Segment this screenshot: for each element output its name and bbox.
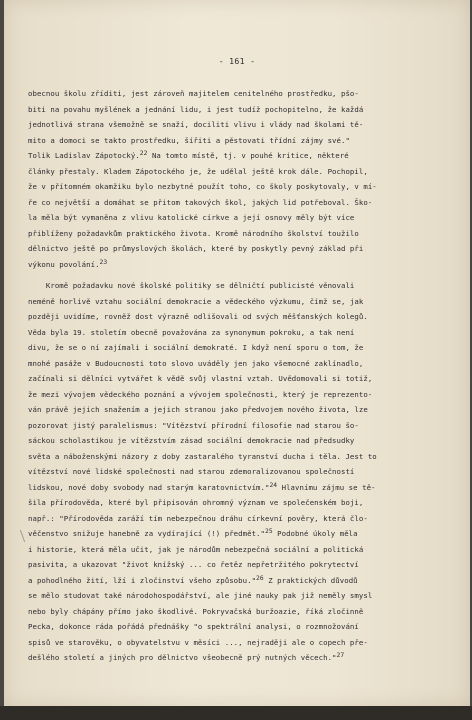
scan-bottom-edge [0, 706, 472, 720]
line-text: sáckou scholastikou je vítězstvím zásad sociální demokracie nad předsudky [28, 436, 355, 445]
text-line [28, 226, 408, 242]
text-line [28, 340, 408, 356]
text-line [28, 86, 408, 102]
text-line [28, 526, 408, 542]
line-text: pozorovat jistý paralelismus: "Vítězství přírodní filosofie nad starou šo- [28, 420, 359, 430]
line-text: že mezi vývojem vědeckého poznání a vývojem společnosti, který je reprezento- [28, 389, 373, 399]
paragraph [28, 86, 408, 272]
line-text: se mělo studovat také národohospodářství, ale jiné nauky pak již neměly smysl [28, 591, 373, 600]
text-line [28, 449, 408, 465]
line-text: mnohé pasáže v Budoucnosti toto slovo uváděly jen jako všemocné zaklínadlo, [28, 358, 364, 368]
text-line [28, 179, 408, 195]
line-text: začínali si dělníci vytvářet k vědě svůj vlastní vztah. Uvědomovali si totiž, [28, 374, 373, 383]
line-text: přiblíženy požadavkům praktického života. Kromě národního školství toužilo [28, 228, 359, 238]
line-text: ře co největší a domáhat se přitom takových škol, jakých lid potřeboval. Ško- [28, 197, 373, 207]
text-line [28, 573, 408, 589]
text-line [28, 148, 408, 164]
line-text: výkonu povolání. [28, 259, 100, 269]
line-text: ván právě jejich snažením a jejich stranou jako předvojem nového života, lze [28, 405, 368, 414]
line-text: la měla být vymaněna z vlivu katolické církve a její osnovy měly být více [28, 213, 355, 222]
line-text: biti na povahu myšlének a jednání lidu, i jest tudíž pochopitelno, že každá [28, 104, 364, 114]
text-line [28, 619, 408, 635]
line-text: divu, že se o ní zajímali i sociální demokraté. I když není sporu o tom, že [28, 343, 364, 352]
line-text: i historie, která měla učit, jak je národům nebezpečná sociální a politická [28, 544, 364, 554]
line-text: šila přírodověda, které byl připisován ohromný význam ve společenském boji, [28, 498, 364, 507]
text-line [28, 195, 408, 211]
line-text: věčenstvo snižuje hanebně za vydírající (!) předmět." [28, 529, 265, 538]
line-text: články přestaly. Kladem Zápotockého je, že udělal ještě krok dále. Pochopil, [28, 166, 368, 176]
text-line [28, 294, 408, 310]
line-text: lidskou, nové doby svobody nad starým karatovnictvím." [28, 482, 270, 492]
paragraph [28, 278, 408, 666]
text-line [28, 278, 408, 294]
line-text: že v přítomném okamžiku bylo nezbytné použít toho, co školy poskytovaly, v mí- [28, 182, 377, 191]
footnote-reference: 26 [256, 574, 264, 582]
text-line [28, 309, 408, 325]
line-text: vítězství nové lidské společnosti nad starou zdemoralizovanou společností [28, 467, 355, 476]
text-line [28, 387, 408, 403]
text-line [28, 371, 408, 387]
text-line [28, 557, 408, 573]
line-text: spisů ve starověku, o obyvatelstvu v měsíci ..., nejraději ale o copech pře- [28, 637, 368, 647]
document-body [28, 86, 408, 666]
text-line [28, 480, 408, 496]
line-text: dělnictvo ještě po průmyslových školách, které by poskytly pevný základ při [28, 244, 364, 253]
line-text: neméně horlivě vztahu sociální demokracie a vědeckého výzkumu, čímž se, jak [28, 296, 364, 306]
text-line [28, 241, 408, 257]
text-line [28, 117, 408, 133]
text-line [28, 604, 408, 620]
line-text: Tolik Ladislav Zápotocký. [28, 151, 140, 160]
text-line [28, 325, 408, 341]
text-line [28, 418, 408, 434]
text-line [28, 356, 408, 372]
page-number: - 161 - [218, 56, 256, 66]
line-text: pasivita, a ukazovat "život knížský ... co řetěz nepřetržitého pokrytectví [28, 560, 359, 569]
line-text: jednotlivá strana všemožně se snaží, dociliti vlivu i vlády nad školami tě- [28, 120, 364, 129]
text-line [28, 402, 408, 418]
line-text: Věda byla 19. stoletím obecně považována za synonymum pokroku, a tak není [28, 327, 355, 337]
text-line [28, 257, 408, 273]
line-text: Pecka, dokonce ráda pořádá přednášky "o spektrální analysi, o rozmnožování [28, 622, 359, 631]
text-line [28, 433, 408, 449]
line-text: světa a náboženskými názory z doby zastaralého tyranství ducha i těla. Jest to [28, 451, 377, 461]
line-text-continued: Podobné úkoly měla [272, 529, 358, 538]
footnote-reference: 25 [264, 528, 273, 535]
text-line [28, 210, 408, 226]
line-text-continued: Hlavnímu zájmu se tě- [277, 482, 376, 492]
line-text: mito a domoci se takto prostředku, šířiti a pěstovati třídní zájmy své." [28, 135, 350, 145]
text-line [28, 511, 408, 527]
footnote-reference: 27 [336, 652, 345, 659]
footnote-reference: 23 [99, 258, 108, 266]
text-line [28, 542, 408, 558]
line-text-continued: Na tomto místě, tj. v pouhé kritice, některé [147, 151, 349, 160]
footnote-reference: 24 [269, 481, 278, 489]
line-text: a pohodlného žití, lží i zločinství všeho způsobu." [28, 575, 257, 585]
line-text: později uvidíme, rovněž dost výrazně odlišovali od svých měšťanských kolegů. [28, 312, 368, 321]
text-line [28, 635, 408, 651]
paper-sheet [4, 0, 470, 706]
text-line [28, 164, 408, 180]
footnote-reference: 22 [139, 150, 148, 157]
text-line [28, 464, 408, 480]
line-text: obecnou školu zříditi, jest zároveň majitelem cenitelného prostředku, pšo- [28, 89, 359, 98]
text-line [28, 495, 408, 511]
text-line [28, 650, 408, 666]
line-text: např.: "Přírodověda zaráží tím nebezpečnou dráhu církevní pověry, která člo- [28, 513, 368, 523]
text-line [28, 133, 408, 149]
line-text: dešlého století a jiných pro dělnictvo všeobecně prý nutných věcech." [28, 653, 337, 662]
line-text: Kromě požadavku nové školské politiky se dělničtí publicisté věnovali [28, 281, 355, 290]
line-text-continued: Z praktických důvodů [263, 575, 358, 585]
text-line [28, 588, 408, 604]
line-text: nebo byly chápány přímo jako škodlivé. Pokryvačská buržoazie, říká zločinně [28, 606, 364, 616]
text-line [28, 102, 408, 118]
